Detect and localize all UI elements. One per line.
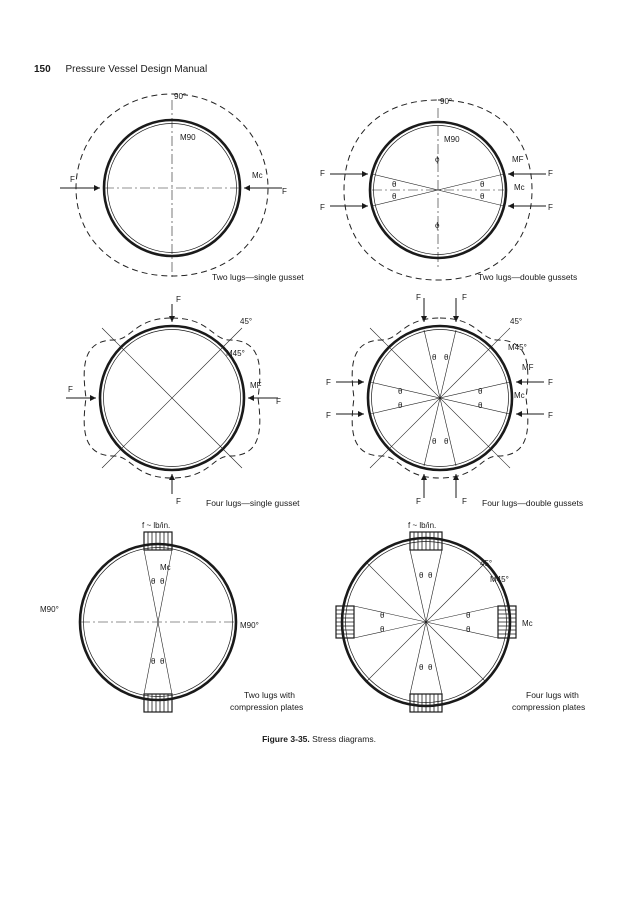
diagram-two-lugs-double-gussets — [320, 97, 577, 282]
diagram-caption: Two lugs with — [244, 690, 296, 700]
force-label: F — [326, 378, 331, 387]
phi-label: ϕ — [435, 221, 440, 230]
theta-label: θ — [480, 192, 485, 201]
theta-label: θ — [419, 663, 424, 672]
force-label: F — [462, 497, 467, 506]
angle-label: 45° — [510, 317, 523, 326]
diagram-caption: Two lugs—single gusset — [212, 272, 304, 282]
diagram-caption: Four lugs—double gussets — [482, 498, 584, 508]
force-label: F — [276, 397, 281, 406]
moment-label: Mc — [160, 563, 171, 572]
theta-label: θ — [160, 577, 165, 586]
theta-label: θ — [428, 571, 433, 580]
force-label: F — [462, 293, 467, 302]
theta-label: θ — [160, 657, 165, 666]
angle-label: 90° — [440, 97, 453, 106]
diagram-caption: compression plates — [230, 702, 304, 712]
figure-caption-text: Stress diagrams. — [312, 734, 376, 744]
diagram-two-lugs-compression-plates — [40, 521, 303, 712]
theta-label: θ — [380, 625, 385, 634]
theta-label: θ — [398, 387, 403, 396]
moment-label: M90° — [240, 621, 259, 630]
phi-label: ϕ — [435, 155, 440, 164]
force-label: F — [548, 378, 553, 387]
theta-label: θ — [432, 353, 437, 362]
diagram-caption: Four lugs—single gusset — [206, 498, 300, 508]
figure-number: Figure 3-35. — [262, 734, 310, 744]
theta-label: θ — [466, 611, 471, 620]
diagram-four-lugs-double-gussets — [326, 293, 583, 508]
force-label: F — [416, 497, 421, 506]
force-label: F — [282, 187, 287, 196]
theta-label: θ — [428, 663, 433, 672]
moment-label: M45° — [490, 575, 509, 584]
book-title: Pressure Vessel Design Manual — [65, 64, 208, 75]
theta-label: θ — [392, 192, 397, 201]
force-label: F — [548, 411, 553, 420]
theta-label: θ — [151, 577, 156, 586]
theta-label: θ — [398, 401, 403, 410]
angle-label: 45° — [480, 559, 493, 568]
theta-label: θ — [466, 625, 471, 634]
angle-label: 90° — [174, 92, 187, 101]
diagram-four-lugs-compression-plates — [336, 521, 585, 712]
diagram-caption: compression plates — [512, 702, 586, 712]
force-label: F — [326, 411, 331, 420]
theta-label: θ — [392, 180, 397, 189]
load-label: f ~ lb/in. — [408, 521, 437, 530]
moment-label: MF — [522, 363, 534, 372]
load-label: f ~ lb/in. — [142, 521, 171, 530]
force-label: F — [548, 203, 553, 212]
angle-label: 45° — [240, 317, 253, 326]
theta-label: θ — [419, 571, 424, 580]
moment-label: MF — [512, 155, 524, 164]
figure-caption — [0, 734, 638, 744]
diagram-four-lugs-single-gusset — [66, 295, 300, 508]
force-label: F — [176, 295, 181, 304]
force-label: F — [320, 169, 325, 178]
force-label: F — [176, 497, 181, 506]
moment-label: M90 — [444, 135, 460, 144]
moment-label: Mc — [514, 183, 525, 192]
force-label: F — [548, 169, 553, 178]
theta-label: θ — [480, 180, 485, 189]
theta-label: θ — [151, 657, 156, 666]
theta-label: θ — [444, 353, 449, 362]
force-label: F — [68, 385, 73, 394]
theta-label: θ — [478, 401, 483, 410]
theta-label: θ — [444, 437, 449, 446]
theta-label: θ — [380, 611, 385, 620]
theta-label: θ — [478, 387, 483, 396]
force-label: F — [416, 293, 421, 302]
moment-label: M90° — [40, 605, 59, 614]
moment-label: M45° — [226, 349, 245, 358]
moment-label: M90 — [180, 133, 196, 142]
moment-label: Mc — [514, 391, 525, 400]
force-label: F — [320, 203, 325, 212]
diagram-caption: Four lugs with — [526, 690, 579, 700]
theta-label: θ — [432, 437, 437, 446]
diagram-two-lugs-single-gusset — [60, 92, 304, 282]
page-number: 150 — [34, 64, 51, 75]
diagram-caption: Two lugs—double gussets — [478, 272, 578, 282]
moment-label: MF — [250, 381, 262, 390]
moment-label: Mc — [252, 171, 263, 180]
moment-label: M45° — [508, 343, 527, 352]
force-label: F — [70, 175, 75, 184]
moment-label: Mc — [522, 619, 533, 628]
